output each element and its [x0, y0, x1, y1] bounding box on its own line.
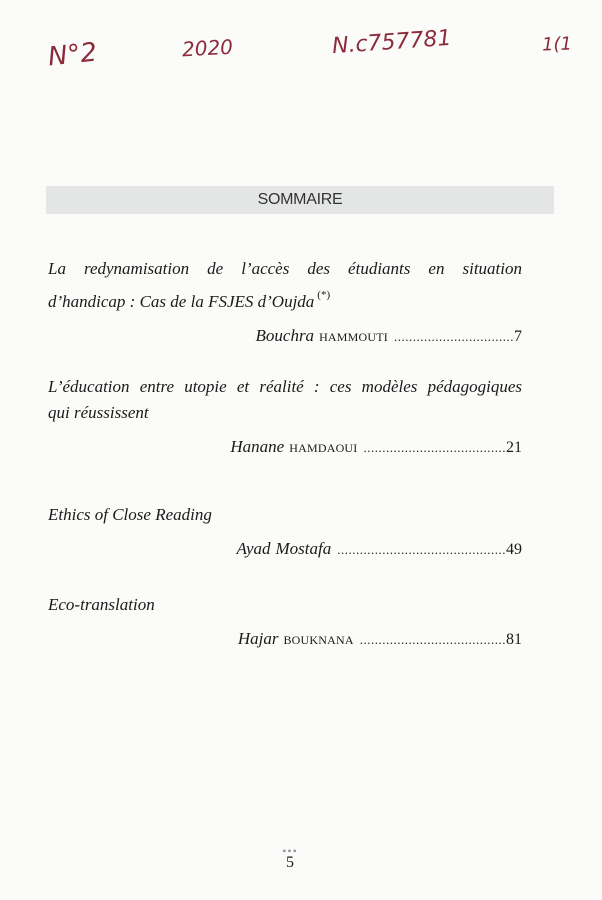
leader-dots: .......................................	[359, 632, 506, 647]
leader-dots: ................................	[394, 329, 514, 344]
author-last-name: HAMMOUTI	[319, 330, 388, 344]
handwritten-annotations	[48, 24, 588, 84]
toc-entry	[48, 592, 522, 653]
leader-dots: ......................................	[363, 440, 506, 455]
author-last-name: HAMDAOUI	[289, 441, 358, 455]
entry-title-line2: d’handicap : Cas de la FSJES d’Oujda (*)	[48, 289, 331, 311]
toc-entry	[48, 502, 522, 563]
entry-author-line	[48, 434, 522, 461]
handwritten-year: 2020	[181, 34, 234, 62]
entry-page-number: 7	[514, 328, 522, 345]
toc-entry	[48, 374, 522, 461]
handwritten-reference: N.c757781	[331, 25, 453, 60]
page-number: 5	[286, 854, 294, 871]
entry-title-line1: Eco-translation	[48, 595, 155, 614]
entry-author-line	[48, 536, 522, 563]
entry-page-number: 81	[506, 631, 522, 648]
handwritten-issue: N°2	[46, 37, 99, 73]
author-first-name: Ayad	[236, 539, 271, 558]
footnote-marker: (*)	[317, 289, 331, 301]
author-first-name: Bouchra	[255, 326, 315, 345]
page-title: SOMMAIRE	[257, 191, 343, 208]
entry-title-line1: L’éducation entre utopie et réalité : ces modèles pédagogiques	[48, 377, 522, 396]
entry-author-line	[48, 626, 522, 653]
author-last-name: BOUKNANA	[283, 633, 354, 647]
author-first-name: Hajar	[237, 629, 279, 648]
author-first-name: Hanane	[230, 437, 285, 456]
entry-title-line1: Ethics of Close Reading	[48, 505, 212, 524]
entry-page-number: 21	[506, 439, 522, 456]
entry-page-number: 49	[506, 541, 522, 558]
sommaire-header-bar	[46, 186, 554, 214]
handwritten-extra: 1(1	[541, 33, 573, 56]
entry-author-line	[48, 323, 522, 350]
leader-dots: .............................................	[337, 542, 506, 557]
entry-title-line1: La redynamisation de l’accès des étudiants en situation	[48, 259, 522, 278]
author-last-name: Mostafa	[275, 539, 332, 558]
footer-ornament: •••	[282, 844, 298, 858]
entry-title-line2: qui réussissent	[48, 403, 149, 422]
toc-entry	[48, 256, 522, 350]
